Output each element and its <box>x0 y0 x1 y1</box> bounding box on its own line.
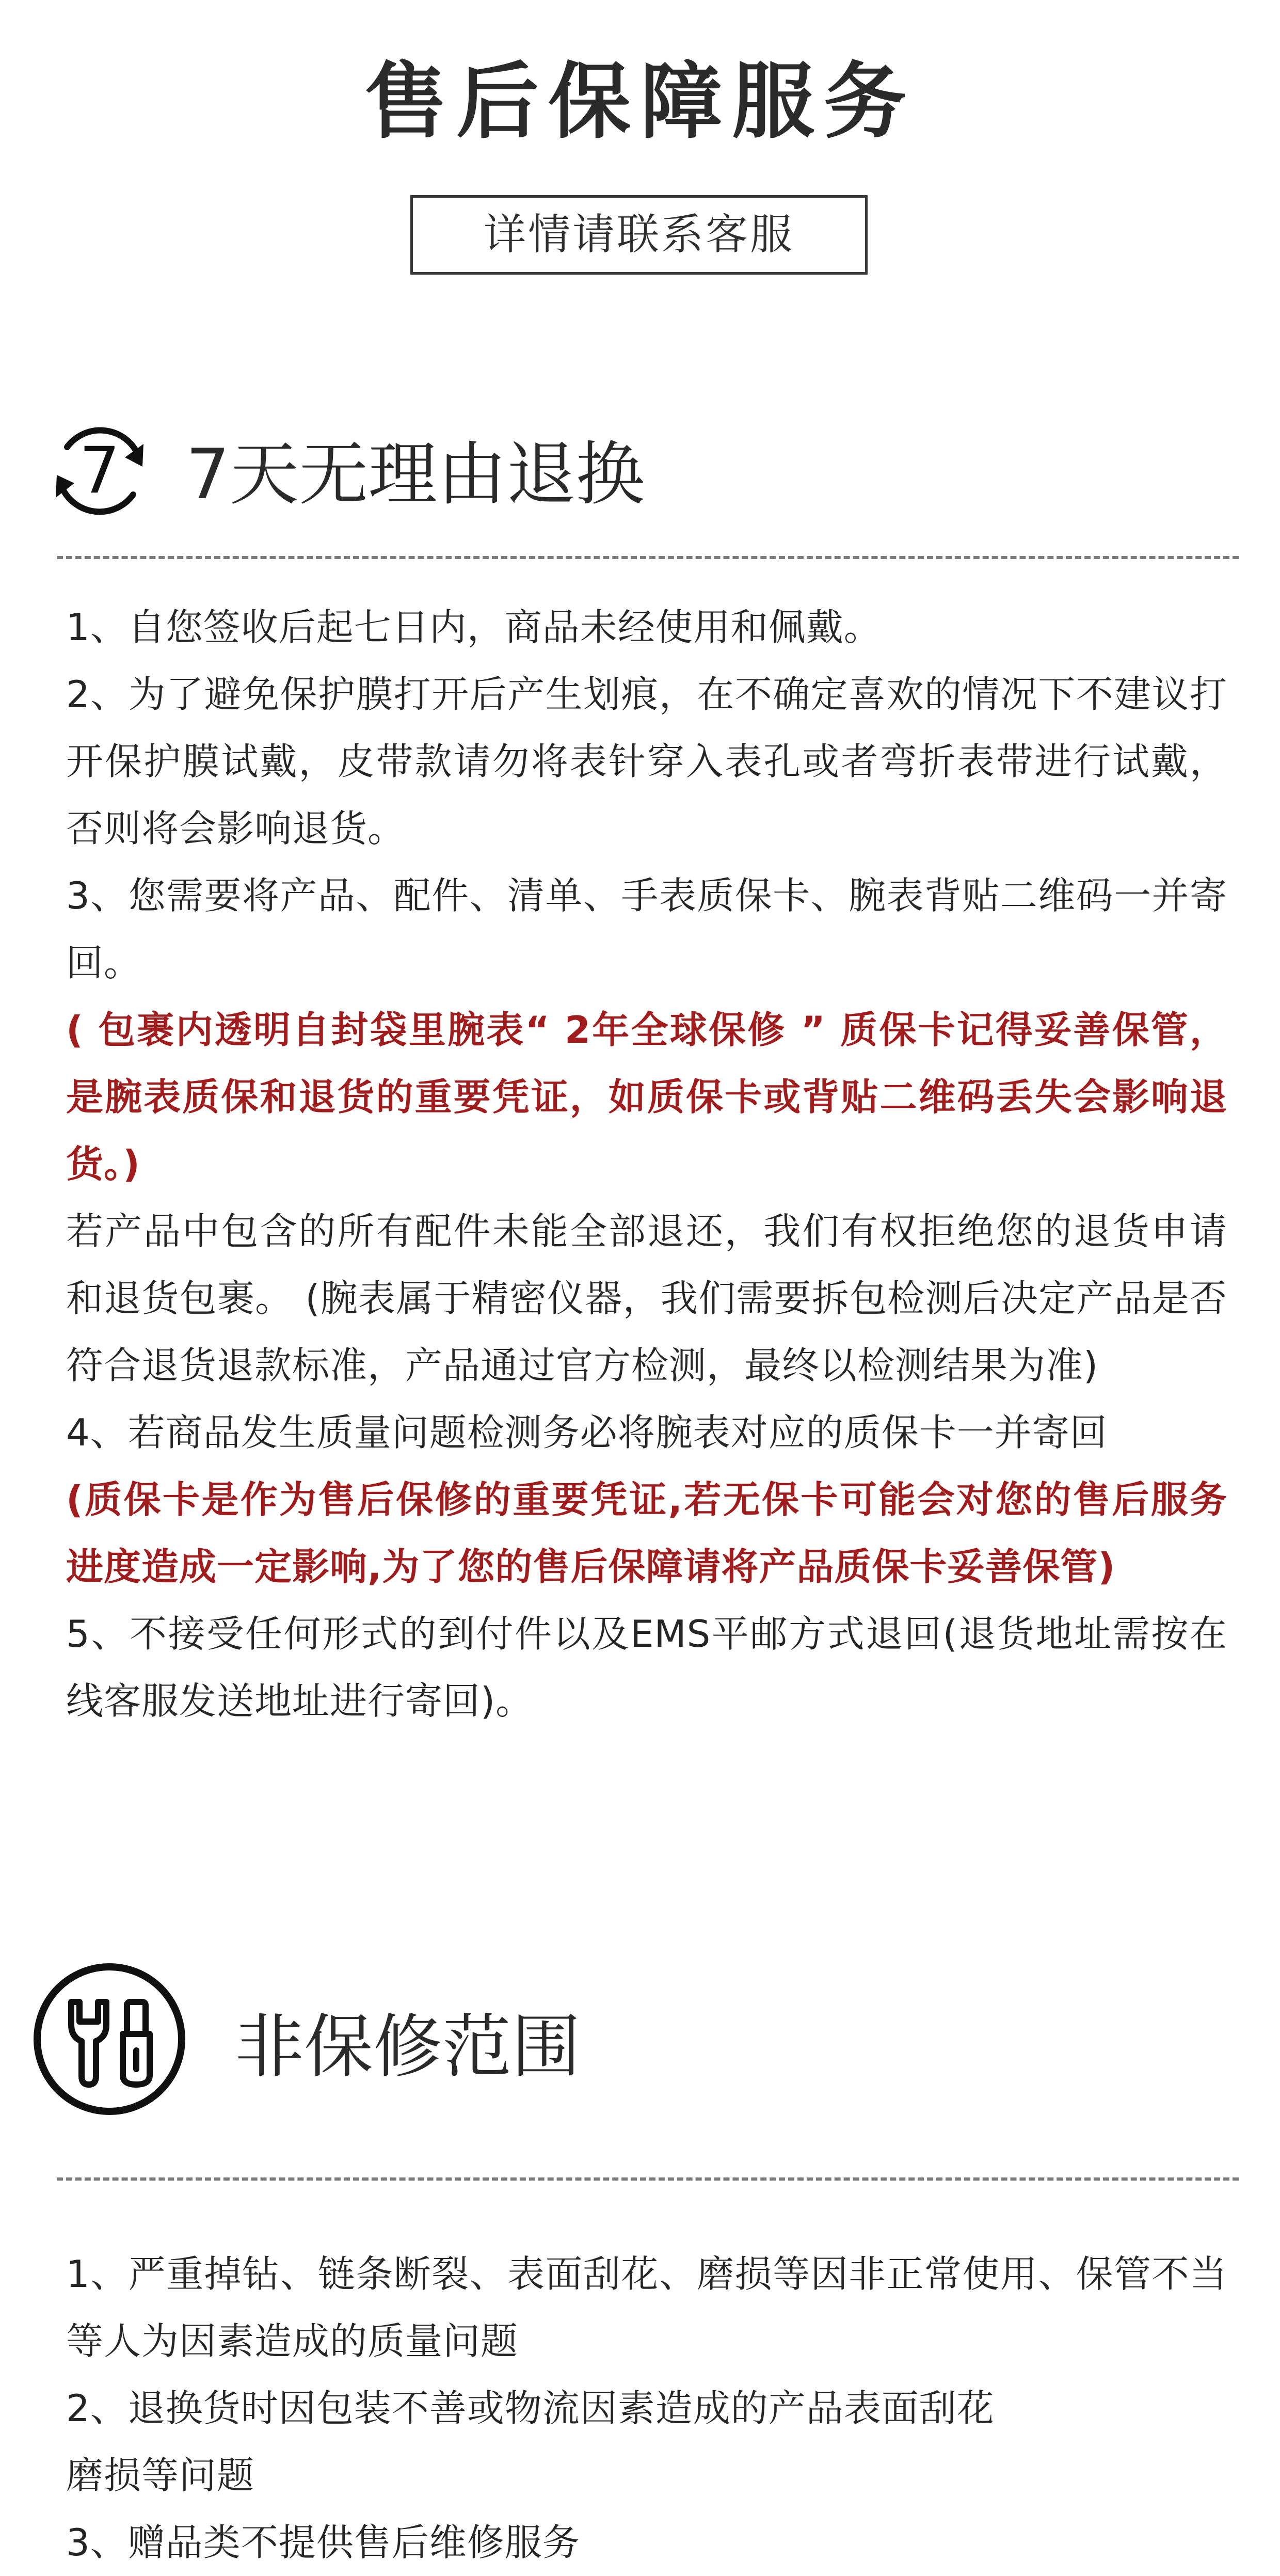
highlight-note: ( 包裹内透明自封袋里腕表“ 2年全球保修 ” 质保卡记得妥善保管，是腕表质保和退货的重要凭证，如质保卡或背贴二维码丢失会影响退货。) <box>66 1008 1227 1186</box>
list-item: 若产品中包含的所有配件未能全部退还，我们有权拒绝您的退货申请和退货包裹。 (腕表属于精密仪器，我们需要拆包检测后决定产品是否符合退货退款标准，产品通过官方检测，最终以检测结果为准) <box>66 1210 1227 1387</box>
seven-digit: 7 <box>79 434 120 508</box>
page-title: 售后保障服务 <box>364 53 916 150</box>
return-policy-list <box>66 594 1227 1735</box>
contact-service-button[interactable]: 详情请联系客服 <box>410 195 868 275</box>
nonwarranty-list <box>66 2240 1227 2576</box>
list-item: 3、赠品类不提供售后维修服务 <box>66 2521 580 2564</box>
list-item: 4、若商品发生质量问题检测务必将腕表对应的质保卡一并寄回 <box>66 1411 1108 1454</box>
divider-nonwarranty <box>57 2177 1239 2181</box>
seven-day-icon <box>46 417 153 523</box>
list-item: 2、为了避免保护膜打开后产生划痕，在不确定喜欢的情况下不建议打开保护膜试戴，皮带款请勿将表针穿入表孔或者弯折表带进行试戴，否则将会影响退货。 <box>66 673 1227 850</box>
list-item: 2、退换货时因包装不善或物流因素造成的产品表面刮花 <box>66 2387 995 2430</box>
divider-return <box>57 556 1239 559</box>
repair-tools-icon <box>32 1962 187 2117</box>
list-item: 磨损等问题 <box>66 2454 255 2497</box>
list-item: 1、严重掉钻、链条断裂、表面刮花、磨损等因非正常使用、保管不当等人为因素造成的质量问题 <box>66 2252 1227 2363</box>
section-title-return: 7天无理由退换 <box>186 434 645 515</box>
list-item: 1、自您签收后起七日内，商品未经使用和佩戴。 <box>66 606 882 649</box>
section-title-nonwarranty: 非保修范围 <box>235 2007 581 2087</box>
list-item: 3、您需要将产品、配件、清单、手表质保卡、腕表背贴二维码一并寄回。 <box>66 874 1227 984</box>
highlight-note: (质保卡是作为售后保修的重要凭证,若无保卡可能会对您的售后服务进度造成一定影响,为了您的售后保障请将产品质保卡妥善保管) <box>66 1478 1227 1588</box>
list-item: 5、不接受任何形式的到付件以及EMS平邮方式退回(退货地址需按在线客服发送地址进行寄回)。 <box>66 1612 1227 1723</box>
